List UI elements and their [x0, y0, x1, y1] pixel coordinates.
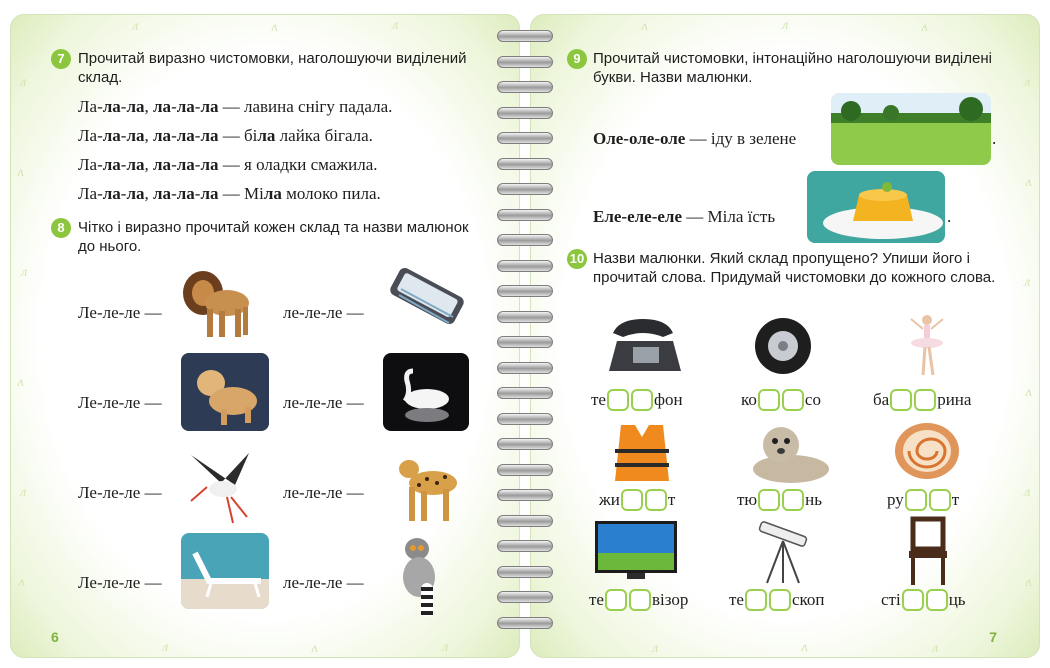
letter-box[interactable]: [607, 389, 629, 411]
word-6-suffix: т: [951, 490, 960, 509]
spiral-ring: [497, 260, 553, 272]
word-3-prefix: ба: [873, 390, 890, 409]
letter-box[interactable]: [914, 389, 936, 411]
spiral-ring: [497, 285, 553, 297]
life-vest-image: [611, 419, 673, 485]
jelly-image: [807, 171, 945, 243]
task-9-instruction: Прочитай чистомовки, інтонаційно наголошуючи виділені букви. Назви малюнки.: [593, 50, 992, 86]
telephone-image: [603, 313, 689, 379]
letter-box[interactable]: [782, 489, 804, 511]
task-7-instruction: Прочитай виразно чистомовки, наголошуючи виділений склад.: [78, 50, 467, 86]
lounger-image: [181, 533, 269, 609]
chair-image: [903, 515, 953, 587]
word-7-suffix: візор: [651, 590, 689, 609]
spiral-ring: [497, 209, 553, 221]
task-8-row-4-left-label: Ле-ле-ле —: [78, 573, 162, 592]
meadow-image: [831, 93, 991, 165]
word-9: [881, 589, 966, 611]
letter-box[interactable]: [605, 589, 627, 611]
swan-image: [383, 353, 469, 431]
razor-image: [381, 263, 475, 341]
letter-box[interactable]: [905, 489, 927, 511]
spiral-ring: [497, 107, 553, 119]
stork-image: [183, 445, 259, 529]
wheel-image: [753, 315, 813, 377]
word-6-prefix: ру: [887, 490, 904, 509]
word-7-prefix: те: [589, 590, 604, 609]
letter-box[interactable]: [645, 489, 667, 511]
task-8-row-2-left-label: Ле-ле-ле —: [78, 393, 162, 412]
spiral-ring: [497, 464, 553, 476]
spiral-ring: [497, 311, 553, 323]
task-9-line-2-end: .: [947, 207, 952, 226]
spiral-ring: [497, 489, 553, 501]
letter-box[interactable]: [902, 589, 924, 611]
spiral-ring: [497, 515, 553, 527]
task-8-number: 8: [51, 218, 71, 238]
lion-image: [179, 263, 253, 343]
task-8-row-3-right-label: ле-ле-ле —: [283, 483, 364, 502]
letter-box[interactable]: [782, 389, 804, 411]
roll-cake-image: [887, 419, 961, 483]
word-8-prefix: те: [729, 590, 744, 609]
letter-box[interactable]: [629, 589, 651, 611]
word-2: [741, 389, 821, 411]
word-8-suffix: скоп: [791, 590, 825, 609]
spiral-ring: [497, 591, 553, 603]
tv-image: [593, 517, 679, 583]
lemur-image: [391, 533, 453, 619]
left-page: л ʌ л ʌ л ʌ л ʌ л л ʌ л 7 Прочитай виразно чистомовки, наголошуючи виділений склад. Ла-ла-ла, ла-ла-ла — лавина снігу падала. Ла-ла-ла, ла-ла-ла — біла лайка бігала. Ла-ла-ла, ла-ла-ла — я оладки смажила. Ла-ла-ла, ла-ла-ла — Міла молоко пила. 8 Чітко і виразно прочитай кожен склад та назви малюнок до нього. Ле-ле-ле — ле-ле-ле — Ле-ле-ле — ле-ле-ле — Ле-ле-ле — ле-ле-ле — Ле-ле-ле — ле-ле-ле — 6: [10, 14, 520, 658]
spiral-ring: [497, 81, 553, 93]
spiral-ring: [497, 183, 553, 195]
spiral-ring: [497, 387, 553, 399]
letter-box[interactable]: [926, 589, 948, 611]
ballerina-image: [909, 313, 945, 379]
leopard-image: [387, 447, 469, 527]
task-9-number: 9: [567, 49, 587, 69]
task-8-instruction: Чітко і виразно прочитай кожен склад та назви малюнок до нього.: [78, 219, 469, 255]
spiral-ring: [497, 438, 553, 450]
word-9-suffix: ць: [948, 590, 966, 609]
spiral-ring: [497, 132, 553, 144]
seal-image: [731, 419, 831, 485]
spiral-ring: [497, 413, 553, 425]
word-3-suffix: рина: [937, 390, 972, 409]
letter-box[interactable]: [745, 589, 767, 611]
task-8-row-2-right-label: ле-ле-ле —: [283, 393, 364, 412]
task-8-row-1-right-label: ле-ле-ле —: [283, 303, 364, 322]
spiral-ring: [497, 56, 553, 68]
right-page: л ʌ л ʌ л ʌ ʌ л ʌ л ʌ л 9 Прочитай чистомовки, інтонаційно наголошуючи виділені букви. Назви малюнки. Оле-оле-оле — іду в зелене . Еле-еле-еле — Міла їсть . 10 Назви малюнки. Який склад пропущено? Упиши його і прочитай слова. Придумай чистомовки до кожного слова. те фон ко со ба рина жи т тю нь ру т те візор те скоп сті ць 7: [530, 14, 1040, 658]
task-9-line-2: Еле-еле-еле — Міла їсть: [593, 207, 776, 226]
word-4-suffix: т: [667, 490, 676, 509]
word-6: [887, 489, 959, 511]
task-7-line-3: Ла-ла-ла, ла-ла-ла — я оладки смажила.: [78, 155, 378, 174]
task-7-line-2: Ла-ла-ла, ла-ла-ла — біла лайка бігала.: [78, 126, 373, 145]
word-5: [737, 489, 822, 511]
spiral-ring: [497, 540, 553, 552]
letter-box[interactable]: [929, 489, 951, 511]
task-8-row-3-left-label: Ле-ле-ле —: [78, 483, 162, 502]
task-8-row-1-left-label: Ле-ле-ле —: [78, 303, 162, 322]
spiral-ring: [497, 158, 553, 170]
spiral-ring: [497, 566, 553, 578]
task-9-line-1-end: .: [992, 129, 997, 148]
task-7-line-1: Ла-ла-ла, ла-ла-ла — лавина снігу падала.: [78, 97, 393, 116]
spiral-binding: [497, 30, 553, 650]
word-1-suffix: фон: [653, 390, 683, 409]
word-1: [591, 389, 683, 411]
letter-box[interactable]: [769, 589, 791, 611]
letter-box[interactable]: [621, 489, 643, 511]
spiral-ring: [497, 30, 553, 42]
task-8-row-4-right-label: ле-ле-ле —: [283, 573, 364, 592]
word-2-prefix: ко: [741, 390, 757, 409]
word-4: [599, 489, 675, 511]
word-3: [873, 389, 971, 411]
spiral-ring: [497, 362, 553, 374]
task-9-line-1: Оле-оле-оле — іду в зелене: [593, 129, 797, 148]
word-9-prefix: сті: [881, 590, 901, 609]
word-8: [729, 589, 825, 611]
word-1-prefix: те: [591, 390, 606, 409]
word-7: [589, 589, 688, 611]
spiral-ring: [497, 336, 553, 348]
spiral-ring: [497, 617, 553, 629]
telescope-image: [753, 517, 813, 585]
task-7-number: 7: [51, 49, 71, 69]
letter-box[interactable]: [631, 389, 653, 411]
word-2-suffix: со: [804, 390, 821, 409]
word-5-prefix: тю: [737, 490, 758, 509]
page-number-left: 6: [51, 629, 59, 645]
spiral-ring: [497, 234, 553, 246]
word-5-suffix: нь: [805, 490, 822, 509]
page-number-right: 7: [989, 629, 997, 645]
letter-box[interactable]: [758, 389, 780, 411]
letter-box[interactable]: [890, 389, 912, 411]
task-10-instruction: Назви малюнки. Який склад пропущено? Упиши його і прочитай слова. Придумай чистомовки до кожного слова.: [593, 250, 996, 286]
word-4-prefix: жи: [599, 490, 620, 509]
task-7-line-4: Ла-ла-ла, ла-ла-ла — Міла молоко пила.: [78, 184, 381, 203]
lion-cub-image: [181, 353, 269, 431]
task-10-number: 10: [567, 249, 587, 269]
letter-box[interactable]: [758, 489, 780, 511]
